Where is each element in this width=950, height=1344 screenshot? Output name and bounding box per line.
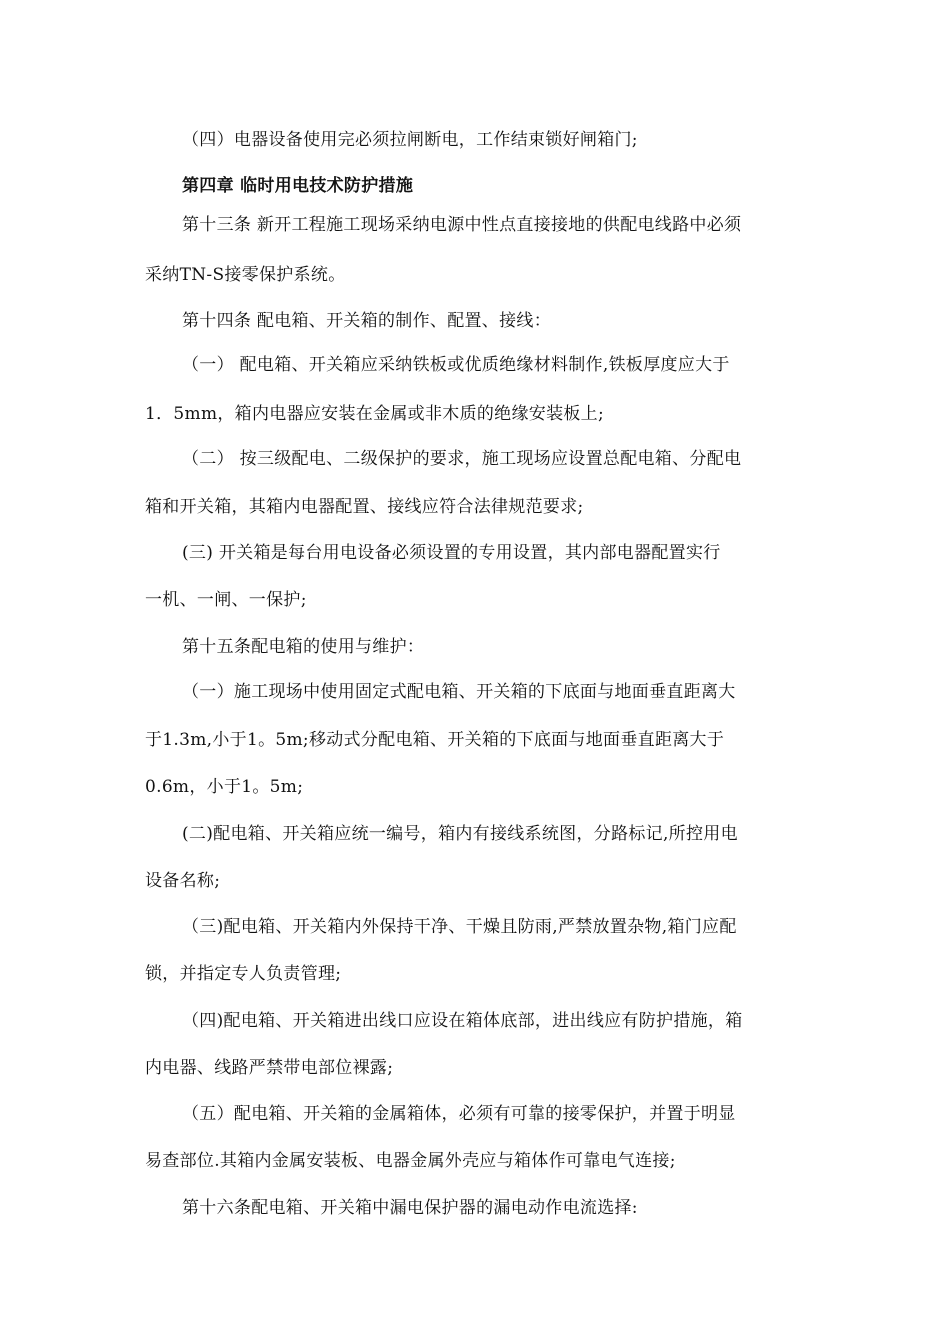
paragraph-line: 第十六条配电箱、开关箱中漏电保护器的漏电动作电流选择: [182,1198,638,1218]
paragraph-line: 0.6m，小于1。5m; [145,777,304,797]
paragraph-line: 于1.3m,小于1。5m;移动式分配电箱、开关箱的下底面与地面垂直距离大于 [145,730,725,750]
paragraph-line: 设备名称; [145,871,221,891]
paragraph-line: 采纳TN-S接零保护系统。 [145,265,346,285]
paragraph-line: （一） 配电箱、开关箱应采纳铁板或优质绝缘材料制作,铁板厚度应大于 [182,355,730,375]
paragraph-line: 箱和开关箱，其箱内电器配置、接线应符合法律规范要求; [145,497,584,517]
paragraph-line: （一）施工现场中使用固定式配电箱、开关箱的下底面与地面垂直距离大 [182,682,736,702]
paragraph-line: （二） 按三级配电、二级保护的要求，施工现场应设置总配电箱、分配电 [182,449,742,469]
paragraph-line: 第十五条配电箱的使用与维护： [182,637,425,657]
paragraph-line: （四）电器设备使用完必须拉闸断电，工作结束锁好闸箱门; [182,130,638,150]
chapter-heading: 第四章 临时用电技术防护措施 [182,176,414,196]
paragraph-line: （四)配电箱、开关箱进出线口应设在箱体底部，进出线应有防护措施，箱 [182,1011,743,1031]
paragraph-line: （三)配电箱、开关箱内外保持干净、干燥且防雨,严禁放置杂物,箱门应配 [182,917,737,937]
paragraph-line: （五）配电箱、开关箱的金属箱体，必须有可靠的接零保护，并置于明显 [182,1104,736,1124]
paragraph-line: (二)配电箱、开关箱应统一编号，箱内有接线系统图，分路标记,所控用电 [182,824,738,844]
paragraph-line: 第十三条 新开工程施工现场采纳电源中性点直接接地的供配电线路中必须 [182,215,742,235]
paragraph-line: 第十四条 配电箱、开关箱的制作、配置、接线： [182,311,552,331]
paragraph-line: (三) 开关箱是每台用电设备必须设置的专用设置，其内部电器配置实行 [182,543,721,563]
paragraph-line: 一机、一闸、一保护; [145,590,307,610]
paragraph-line: 易查部位.其箱内金属安装板、电器金属外壳应与箱体作可靠电气连接; [145,1151,676,1171]
paragraph-line: 锁，并指定专人负责管理; [145,964,342,984]
paragraph-line: 内电器、线路严禁带电部位裸露; [145,1058,394,1078]
paragraph-line: 1．5mm，箱内电器应安装在金属或非木质的绝缘安装板上; [145,404,604,424]
